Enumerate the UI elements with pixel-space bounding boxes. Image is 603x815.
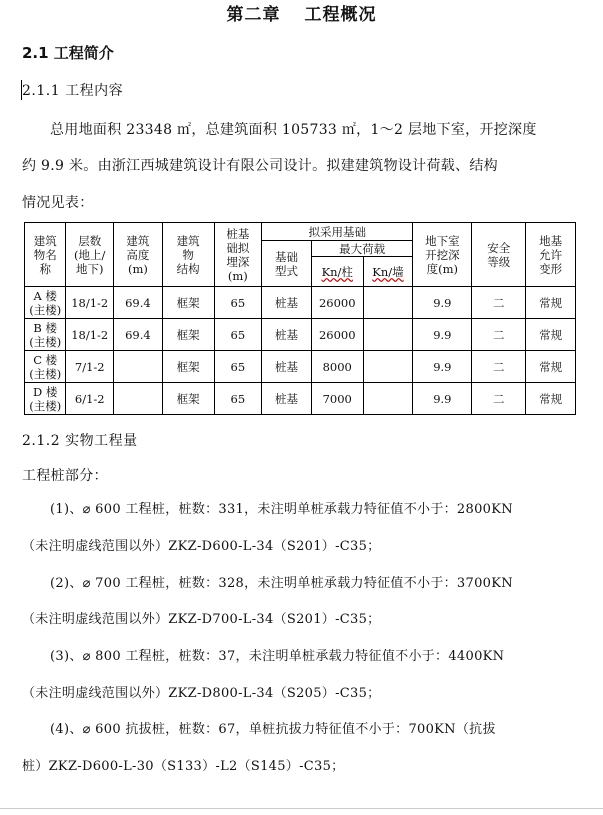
cell-load-wall bbox=[363, 287, 413, 319]
col-header-foundation-group: 拟采用基础 bbox=[262, 223, 413, 241]
cell-floors: 6/1-2 bbox=[66, 383, 114, 415]
cell-floors: 18/1-2 bbox=[66, 319, 114, 351]
intro-line-3: 情况见表： bbox=[22, 195, 94, 211]
pile-section-label: 工程桩部分： bbox=[22, 468, 108, 484]
section-heading-2-1-1: 2.1.1 工程内容 bbox=[22, 83, 124, 99]
cell-load-col: 26000 bbox=[311, 287, 363, 319]
cell-basement: 9.9 bbox=[413, 351, 472, 383]
cell-load-wall bbox=[363, 351, 413, 383]
page-bottom-rule bbox=[0, 808, 603, 809]
cell-basement: 9.9 bbox=[413, 287, 472, 319]
cell-load-col: 8000 bbox=[311, 351, 363, 383]
cell-foundation: 桩基 bbox=[262, 319, 312, 351]
pile-item-2: (2)、⌀ 700 工程桩，桩数：328，未注明单桩承载力特征值不小于：3700KN bbox=[50, 576, 513, 591]
cell-name: C 楼 (主楼) bbox=[25, 351, 66, 383]
col-header-floors: 层数 (地上/ 地下) bbox=[66, 223, 114, 287]
pile-item-3-cont: （未注明虚线范围以外）ZKZ-D800-L-34（S205）-C35； bbox=[22, 686, 381, 701]
col-header-height: 建筑 高度 (m) bbox=[114, 223, 163, 287]
cell-pile-depth: 65 bbox=[214, 287, 262, 319]
cell-name: D 楼 (主楼) bbox=[25, 383, 66, 415]
section-heading-2-1-2: 2.1.2 实物工程量 bbox=[22, 433, 138, 449]
cell-deform: 常规 bbox=[526, 351, 576, 383]
cell-basement: 9.9 bbox=[413, 319, 472, 351]
col-header-pile-depth: 桩基 础拟 埋深 (m) bbox=[214, 223, 262, 287]
cell-pile-depth: 65 bbox=[214, 319, 262, 351]
chapter-name: 工程概况 bbox=[304, 5, 377, 25]
pile-item-1-cont: （未注明虚线范围以外）ZKZ-D600-L-34（S201）-C35； bbox=[22, 539, 381, 554]
cell-foundation: 桩基 bbox=[262, 383, 312, 415]
cell-height bbox=[114, 351, 163, 383]
cell-foundation: 桩基 bbox=[262, 351, 312, 383]
cell-basement: 9.9 bbox=[413, 383, 472, 415]
col-header-basement: 地下室 开挖深 度(m) bbox=[413, 223, 472, 287]
pile-item-4: (4)、⌀ 600 抗拔桩，桩数：67，单桩抗拔力特征值不小于：700KN（抗拔 bbox=[50, 722, 496, 737]
pile-item-3: (3)、⌀ 800 工程桩，桩数：37，未注明单桩承载力特征值不小于：4400KN bbox=[50, 649, 505, 664]
cell-deform: 常规 bbox=[526, 319, 576, 351]
cell-pile-depth: 65 bbox=[214, 351, 262, 383]
cell-floors: 18/1-2 bbox=[66, 287, 114, 319]
cell-safety: 二 bbox=[472, 319, 526, 351]
table-row bbox=[25, 351, 576, 383]
cell-structure: 框架 bbox=[162, 351, 214, 383]
cell-name: A 楼 (主楼) bbox=[25, 287, 66, 319]
cell-name: B 楼 (主楼) bbox=[25, 319, 66, 351]
table-row bbox=[25, 383, 576, 415]
col-header-load-wall: Kn/墙 bbox=[363, 257, 413, 287]
cell-deform: 常规 bbox=[526, 287, 576, 319]
col-header-name: 建筑 物名 称 bbox=[25, 223, 66, 287]
table-row bbox=[25, 287, 576, 319]
cell-height: 69.4 bbox=[114, 287, 163, 319]
cell-load-col: 26000 bbox=[311, 319, 363, 351]
col-header-deform: 地基 允许 变形 bbox=[526, 223, 576, 287]
cell-structure: 框架 bbox=[162, 383, 214, 415]
pile-item-2-cont: （未注明虚线范围以外）ZKZ-D700-L-34（S201）-C35； bbox=[22, 612, 381, 627]
cell-foundation: 桩基 bbox=[262, 287, 312, 319]
cell-pile-depth: 65 bbox=[214, 383, 262, 415]
building-spec-table bbox=[24, 222, 576, 415]
intro-line-1: 总用地面积 23348 ㎡，总建筑面积 105733 ㎡，1～2 层地下室，开挖深度 bbox=[50, 122, 537, 138]
cell-load-col: 7000 bbox=[311, 383, 363, 415]
cell-deform: 常规 bbox=[526, 383, 576, 415]
cell-safety: 二 bbox=[472, 351, 526, 383]
col-header-foundation-type: 基础 型式 bbox=[262, 241, 312, 287]
cell-load-wall bbox=[363, 383, 413, 415]
cell-height bbox=[114, 383, 163, 415]
chapter-title bbox=[0, 0, 603, 25]
cell-floors: 7/1-2 bbox=[66, 351, 114, 383]
intro-line-2: 约 9.9 米。由浙江西城建筑设计有限公司设计。拟建建筑物设计荷载、结构 bbox=[22, 158, 498, 174]
cell-safety: 二 bbox=[472, 383, 526, 415]
pile-item-4-cont: 桩）ZKZ-D600-L-30（S133）-L2（S145）-C35； bbox=[22, 759, 345, 774]
cell-height: 69.4 bbox=[114, 319, 163, 351]
cell-safety: 二 bbox=[472, 287, 526, 319]
col-header-structure: 建筑 物 结构 bbox=[162, 223, 214, 287]
col-header-load-col: Kn/柱 bbox=[311, 257, 363, 287]
cell-structure: 框架 bbox=[162, 319, 214, 351]
section-heading-2-1: 2.1 工程简介 bbox=[22, 44, 114, 62]
table-row bbox=[25, 319, 576, 351]
cell-structure: 框架 bbox=[162, 287, 214, 319]
pile-item-1: (1)、⌀ 600 工程桩，桩数：331，未注明单桩承载力特征值不小于：2800KN bbox=[50, 502, 513, 517]
col-header-max-load: 最大荷载 bbox=[311, 241, 412, 257]
cell-load-wall bbox=[363, 319, 413, 351]
col-header-safety: 安全 等级 bbox=[472, 223, 526, 287]
chapter-number: 第二章 bbox=[226, 5, 281, 25]
